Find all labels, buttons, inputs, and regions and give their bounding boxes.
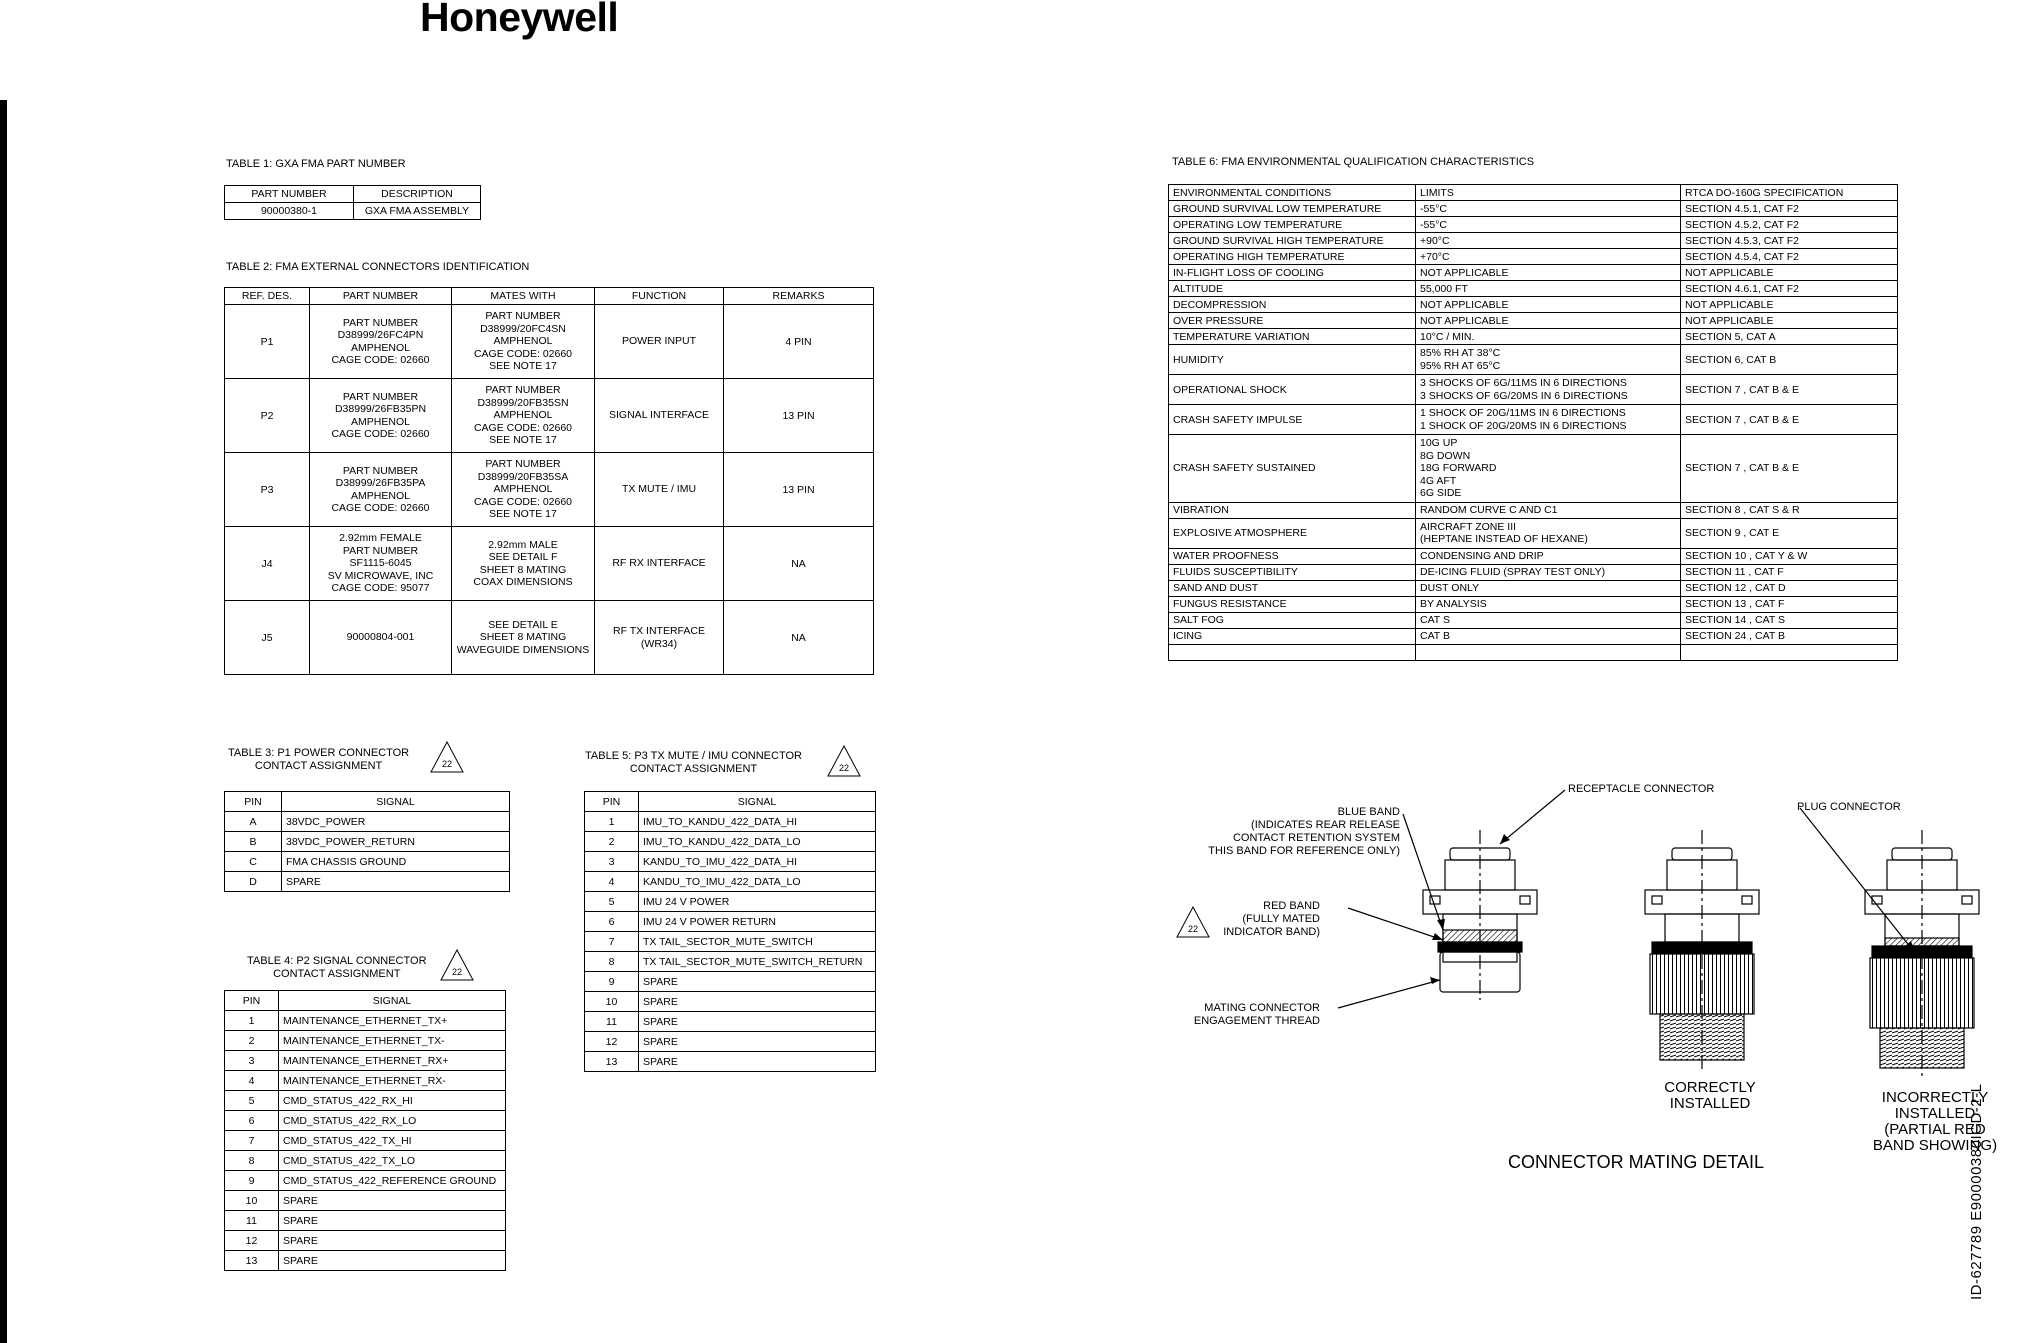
- table-cell: MAINTENANCE_ETHERNET_TX-: [279, 1031, 506, 1051]
- table-cell: 90000380-1: [225, 203, 354, 220]
- correctly-installed-label: CORRECTLY INSTALLED: [1664, 1079, 1756, 1112]
- table-cell: NOT APPLICABLE: [1416, 313, 1681, 329]
- table-cell: IMU 24 V POWER: [639, 892, 876, 912]
- table-cell: -55°C: [1416, 217, 1681, 233]
- table-cell: SALT FOG: [1169, 612, 1416, 628]
- table-cell: 10: [585, 992, 639, 1012]
- table-cell: SECTION 4.5.1, CAT F2: [1681, 201, 1898, 217]
- honeywell-logo: Honeywell: [420, 0, 619, 40]
- blue-band-label: BLUE BAND (INDICATES REAR RELEASE CONTACT RETENTION SYSTEM THIS BAND FOR REFERENCE ONLY): [1208, 806, 1400, 857]
- table-row: [1169, 217, 1898, 233]
- table-cell: [1416, 644, 1681, 660]
- column-header: PIN: [585, 792, 639, 812]
- table-row: [225, 812, 510, 832]
- table-row: [1169, 297, 1898, 313]
- table-row: [1169, 435, 1898, 503]
- table-cell: SECTION 6, CAT B: [1681, 345, 1898, 375]
- table-cell: ALTITUDE: [1169, 281, 1416, 297]
- table-cell: NOT APPLICABLE: [1681, 265, 1898, 281]
- table-row: [225, 453, 874, 527]
- column-header: PIN: [225, 792, 282, 812]
- table-cell: +90°C: [1416, 233, 1681, 249]
- table-header-row: [225, 288, 874, 305]
- table-cell: PART NUMBER D38999/20FB35SN AMPHENOL CAGE CODE: 02660 SEE NOTE 17: [452, 379, 595, 453]
- table2: [224, 287, 874, 675]
- table-row: [225, 1151, 506, 1171]
- table-cell: TX MUTE / IMU: [595, 453, 724, 527]
- table-row: [1169, 518, 1898, 548]
- table-cell: 10G UP 8G DOWN 18G FORWARD 4G AFT 6G SIDE: [1416, 435, 1681, 503]
- table-cell: IMU 24 V POWER RETURN: [639, 912, 876, 932]
- table-header-row: [225, 186, 481, 203]
- table-cell: SPARE: [279, 1231, 506, 1251]
- table-cell: SAND AND DUST: [1169, 580, 1416, 596]
- table-row: [1169, 329, 1898, 345]
- table-cell: 13 PIN: [724, 379, 874, 453]
- table-cell: SECTION 7 , CAT B & E: [1681, 375, 1898, 405]
- table-row: [225, 527, 874, 601]
- table-row: [225, 1111, 506, 1131]
- table-row: [1169, 548, 1898, 564]
- table-cell: CMD_STATUS_422_RX_HI: [279, 1091, 506, 1111]
- table-cell: RF TX INTERFACE (WR34): [595, 601, 724, 675]
- column-header: SIGNAL: [279, 991, 506, 1011]
- table-cell: CMD_STATUS_422_REFERENCE GROUND: [279, 1171, 506, 1191]
- table-row: [1169, 281, 1898, 297]
- table-cell: 4: [585, 872, 639, 892]
- table-cell: CMD_STATUS_422_TX_HI: [279, 1131, 506, 1151]
- table-cell: DE-ICING FLUID (SPRAY TEST ONLY): [1416, 564, 1681, 580]
- table-cell: SECTION 14 , CAT S: [1681, 612, 1898, 628]
- table-cell: SPARE: [279, 1211, 506, 1231]
- table6-title: TABLE 6: FMA ENVIRONMENTAL QUALIFICATION CHARACTERISTICS: [1172, 156, 1535, 168]
- table-cell: OVER PRESSURE: [1169, 313, 1416, 329]
- table-row: [225, 305, 874, 379]
- table-cell: SECTION 12 , CAT D: [1681, 580, 1898, 596]
- receptacle-connector-label: RECEPTACLE CONNECTOR: [1568, 783, 1715, 795]
- table-row: [225, 1011, 506, 1031]
- table-cell: 38VDC_POWER_RETURN: [282, 832, 510, 852]
- table-row: [225, 852, 510, 872]
- table-row: [225, 1131, 506, 1151]
- table-row: [1169, 612, 1898, 628]
- table6: [1168, 184, 1898, 661]
- table-cell: GROUND SURVIVAL HIGH TEMPERATURE: [1169, 233, 1416, 249]
- table-cell: SECTION 24 , CAT B: [1681, 628, 1898, 644]
- table-cell: 6: [585, 912, 639, 932]
- table-cell: RANDOM CURVE C AND C1: [1416, 502, 1681, 518]
- table-row: [585, 1012, 876, 1032]
- table-row: [225, 1051, 506, 1071]
- table-row: [1169, 628, 1898, 644]
- table-cell: SECTION 4.5.4, CAT F2: [1681, 249, 1898, 265]
- table-cell: SEE DETAIL E SHEET 8 MATING WAVEGUIDE DIMENSIONS: [452, 601, 595, 675]
- table-cell: J4: [225, 527, 310, 601]
- table-cell: 12: [585, 1032, 639, 1052]
- table-cell: +70°C: [1416, 249, 1681, 265]
- table-row: [225, 1091, 506, 1111]
- table-cell: MAINTENANCE_ETHERNET_RX-: [279, 1071, 506, 1091]
- table-cell: POWER INPUT: [595, 305, 724, 379]
- table-row: [225, 1191, 506, 1211]
- table-cell: 13: [585, 1052, 639, 1072]
- table-row: [1169, 502, 1898, 518]
- table-cell: FUNGUS RESISTANCE: [1169, 596, 1416, 612]
- table-cell: SIGNAL INTERFACE: [595, 379, 724, 453]
- table-cell: SECTION 8 , CAT S & R: [1681, 502, 1898, 518]
- table-cell: 11: [585, 1012, 639, 1032]
- table-row: [225, 203, 481, 220]
- table-cell: 4: [225, 1071, 279, 1091]
- table-cell: 3: [225, 1051, 279, 1071]
- table-row: [585, 852, 876, 872]
- table2-title: TABLE 2: FMA EXTERNAL CONNECTORS IDENTIFICATION: [226, 261, 530, 273]
- table-row: [1169, 249, 1898, 265]
- table-cell: MAINTENANCE_ETHERNET_RX+: [279, 1051, 506, 1071]
- column-header: LIMITS: [1416, 185, 1681, 201]
- table-cell: SPARE: [639, 992, 876, 1012]
- table-cell: PART NUMBER D38999/20FC4SN AMPHENOL CAGE CODE: 02660 SEE NOTE 17: [452, 305, 595, 379]
- table-cell: 55,000 FT: [1416, 281, 1681, 297]
- table-cell: SPARE: [639, 1052, 876, 1072]
- table-row: [1169, 375, 1898, 405]
- column-header: PIN: [225, 991, 279, 1011]
- table-row: [585, 952, 876, 972]
- table-cell: 11: [225, 1211, 279, 1231]
- table-cell: 4 PIN: [724, 305, 874, 379]
- table-cell: 8: [585, 952, 639, 972]
- table-cell: 85% RH AT 38°C 95% RH AT 65°C: [1416, 345, 1681, 375]
- table-cell: SECTION 5, CAT A: [1681, 329, 1898, 345]
- table-cell: VIBRATION: [1169, 502, 1416, 518]
- table-row: [585, 812, 876, 832]
- table-cell: PART NUMBER D38999/26FC4PN AMPHENOL CAGE CODE: 02660: [310, 305, 452, 379]
- table-cell: 13: [225, 1251, 279, 1271]
- table-cell: HUMIDITY: [1169, 345, 1416, 375]
- table-cell: NOT APPLICABLE: [1681, 297, 1898, 313]
- table-cell: J5: [225, 601, 310, 675]
- table-row: [225, 601, 874, 675]
- table-cell: KANDU_TO_IMU_422_DATA_LO: [639, 872, 876, 892]
- table-row: [585, 932, 876, 952]
- table-cell: SPARE: [639, 1012, 876, 1032]
- table-row: [585, 972, 876, 992]
- table-cell: PART NUMBER D38999/20FB35SA AMPHENOL CAGE CODE: 02660 SEE NOTE 17: [452, 453, 595, 527]
- table-cell: SECTION 7 , CAT B & E: [1681, 435, 1898, 503]
- table-cell: IMU_TO_KANDU_422_DATA_LO: [639, 832, 876, 852]
- table-cell: DUST ONLY: [1416, 580, 1681, 596]
- table3-title: TABLE 3: P1 POWER CONNECTOR CONTACT ASSIGNMENT: [228, 747, 410, 772]
- table-cell: 7: [225, 1131, 279, 1151]
- table-cell: SPARE: [639, 1032, 876, 1052]
- table-cell: NOT APPLICABLE: [1681, 313, 1898, 329]
- table-cell: SECTION 4.5.2, CAT F2: [1681, 217, 1898, 233]
- table-cell: SPARE: [639, 972, 876, 992]
- table-cell: TEMPERATURE VARIATION: [1169, 329, 1416, 345]
- table-cell: DECOMPRESSION: [1169, 297, 1416, 313]
- table-row: [1169, 201, 1898, 217]
- table-cell: GROUND SURVIVAL LOW TEMPERATURE: [1169, 201, 1416, 217]
- table-row: [585, 1032, 876, 1052]
- connector-mating-detail-title: CONNECTOR MATING DETAIL: [1508, 1152, 1765, 1172]
- table-cell: P3: [225, 453, 310, 527]
- table-cell: CAT S: [1416, 612, 1681, 628]
- table-cell: P1: [225, 305, 310, 379]
- table-cell: NOT APPLICABLE: [1416, 265, 1681, 281]
- table-row: [1169, 596, 1898, 612]
- drawing-id: ID-627789 E90000380ICD-2-L: [1968, 1083, 1985, 1300]
- table-cell: CRASH SAFETY SUSTAINED: [1169, 435, 1416, 503]
- table-cell: 90000804-001: [310, 601, 452, 675]
- table-cell: 10°C / MIN.: [1416, 329, 1681, 345]
- column-header: DESCRIPTION: [354, 186, 481, 203]
- table-cell: SECTION 13 , CAT F: [1681, 596, 1898, 612]
- table-cell: CRASH SAFETY IMPULSE: [1169, 405, 1416, 435]
- table-cell: [1681, 644, 1898, 660]
- table-cell: AIRCRAFT ZONE III (HEPTANE INSTEAD OF HEXANE): [1416, 518, 1681, 548]
- table-row: [225, 1231, 506, 1251]
- table-cell: B: [225, 832, 282, 852]
- table-cell: 2.92mm FEMALE PART NUMBER SF1115-6045 SV MICROWAVE, INC CAGE CODE: 95077: [310, 527, 452, 601]
- column-header: REF. DES.: [225, 288, 310, 305]
- table-cell: CMD_STATUS_422_TX_LO: [279, 1151, 506, 1171]
- table-cell: SECTION 4.6.1, CAT F2: [1681, 281, 1898, 297]
- table-cell: FLUIDS SUSCEPTIBILITY: [1169, 564, 1416, 580]
- table-cell: EXPLOSIVE ATMOSPHERE: [1169, 518, 1416, 548]
- table-cell: P2: [225, 379, 310, 453]
- table-cell: SECTION 11 , CAT F: [1681, 564, 1898, 580]
- column-header: RTCA DO-160G SPECIFICATION: [1681, 185, 1898, 201]
- table-cell: 12: [225, 1231, 279, 1251]
- table-row: [1169, 405, 1898, 435]
- table-cell: 2: [585, 832, 639, 852]
- thread-label: MATING CONNECTOR ENGAGEMENT THREAD: [1193, 1002, 1320, 1027]
- note-22-icon: 22: [440, 949, 474, 981]
- column-header: PART NUMBER: [225, 186, 354, 203]
- table-cell: CAT B: [1416, 628, 1681, 644]
- table-cell: NA: [724, 601, 874, 675]
- table-cell: NA: [724, 527, 874, 601]
- note-22-icon: 22: [430, 741, 464, 773]
- table-cell: SECTION 7 , CAT B & E: [1681, 405, 1898, 435]
- table-cell: A: [225, 812, 282, 832]
- table-cell: 1: [225, 1011, 279, 1031]
- table-header-row: [225, 991, 506, 1011]
- table-row: [1169, 265, 1898, 281]
- table-cell: FMA CHASSIS GROUND: [282, 852, 510, 872]
- table-row: [225, 379, 874, 453]
- table-cell: 9: [225, 1171, 279, 1191]
- table-row: [225, 1211, 506, 1231]
- table-cell: TX TAIL_SECTOR_MUTE_SWITCH_RETURN: [639, 952, 876, 972]
- table-cell: 13 PIN: [724, 453, 874, 527]
- table-cell: PART NUMBER D38999/26FB35PA AMPHENOL CAGE CODE: 02660: [310, 453, 452, 527]
- table-cell: 38VDC_POWER: [282, 812, 510, 832]
- table-cell: MAINTENANCE_ETHERNET_TX+: [279, 1011, 506, 1031]
- table-cell: 1: [585, 812, 639, 832]
- table-cell: TX TAIL_SECTOR_MUTE_SWITCH: [639, 932, 876, 952]
- table-cell: 6: [225, 1111, 279, 1131]
- table-row: [1169, 564, 1898, 580]
- table1-title: TABLE 1: GXA FMA PART NUMBER: [226, 158, 406, 170]
- table-cell: SECTION 4.5.3, CAT F2: [1681, 233, 1898, 249]
- table4-title: TABLE 4: P2 SIGNAL CONNECTOR CONTACT ASSIGNMENT: [247, 955, 427, 980]
- plug-connector-correct: [1645, 848, 1759, 1060]
- table-cell: OPERATIONAL SHOCK: [1169, 375, 1416, 405]
- table-cell: 1 SHOCK OF 20G/11MS IN 6 DIRECTIONS 1 SHOCK OF 20G/20MS IN 6 DIRECTIONS: [1416, 405, 1681, 435]
- column-header: FUNCTION: [595, 288, 724, 305]
- table-cell: SECTION 10 , CAT Y & W: [1681, 548, 1898, 564]
- table-cell: 10: [225, 1191, 279, 1211]
- table-cell: OPERATING HIGH TEMPERATURE: [1169, 249, 1416, 265]
- red-band-label: RED BAND (FULLY MATED INDICATOR BAND): [1223, 900, 1320, 938]
- table1: [224, 185, 481, 220]
- table-row: [585, 1052, 876, 1072]
- table-cell: 2.92mm MALE SEE DETAIL F SHEET 8 MATING COAX DIMENSIONS: [452, 527, 595, 601]
- table5-title: TABLE 5: P3 TX MUTE / IMU CONNECTOR CONTACT ASSIGNMENT: [585, 750, 802, 775]
- table-cell: -55°C: [1416, 201, 1681, 217]
- table-cell: KANDU_TO_IMU_422_DATA_HI: [639, 852, 876, 872]
- column-header: PART NUMBER: [310, 288, 452, 305]
- table-cell: SPARE: [279, 1191, 506, 1211]
- table-cell: 3 SHOCKS OF 6G/11MS IN 6 DIRECTIONS 3 SHOCKS OF 6G/20MS IN 6 DIRECTIONS: [1416, 375, 1681, 405]
- table-cell: NOT APPLICABLE: [1416, 297, 1681, 313]
- column-header: MATES WITH: [452, 288, 595, 305]
- table-row: [225, 872, 510, 892]
- table-cell: CONDENSING AND DRIP: [1416, 548, 1681, 564]
- table-row: [585, 892, 876, 912]
- table-cell: 9: [585, 972, 639, 992]
- table-cell: WATER PROOFNESS: [1169, 548, 1416, 564]
- table-cell: SPARE: [279, 1251, 506, 1271]
- table4: [224, 990, 506, 1271]
- table-cell: D: [225, 872, 282, 892]
- table-cell: IMU_TO_KANDU_422_DATA_HI: [639, 812, 876, 832]
- note-22-icon: 22: [1176, 906, 1210, 938]
- table-header-row: [225, 792, 510, 812]
- table-row: [1169, 313, 1898, 329]
- table-cell: ICING: [1169, 628, 1416, 644]
- table-cell: SECTION 9 , CAT E: [1681, 518, 1898, 548]
- table-row: [225, 1031, 506, 1051]
- table-cell: OPERATING LOW TEMPERATURE: [1169, 217, 1416, 233]
- table-cell: BY ANALYSIS: [1416, 596, 1681, 612]
- table-row: [225, 1071, 506, 1091]
- left-edge-bar: [0, 100, 7, 1343]
- table-row: [225, 1251, 506, 1271]
- table-cell: GXA FMA ASSEMBLY: [354, 203, 481, 220]
- table-row: [225, 1171, 506, 1191]
- table-cell: RF RX INTERFACE: [595, 527, 724, 601]
- column-header: SIGNAL: [639, 792, 876, 812]
- table-row: [1169, 233, 1898, 249]
- table-cell: 7: [585, 932, 639, 952]
- plug-connector-label: PLUG CONNECTOR: [1797, 801, 1901, 813]
- column-header: REMARKS: [724, 288, 874, 305]
- table-cell: SPARE: [282, 872, 510, 892]
- table-cell: IN-FLIGHT LOSS OF COOLING: [1169, 265, 1416, 281]
- table-cell: 2: [225, 1031, 279, 1051]
- column-header: SIGNAL: [282, 792, 510, 812]
- table-cell: [1169, 644, 1416, 660]
- table-cell: 3: [585, 852, 639, 872]
- table-row: [585, 832, 876, 852]
- table-row: [585, 992, 876, 1012]
- table-row: [585, 912, 876, 932]
- table-cell: PART NUMBER D38999/26FB35PN AMPHENOL CAGE CODE: 02660: [310, 379, 452, 453]
- note-22-icon: 22: [827, 745, 861, 777]
- incorrectly-installed-label: INCORRECTLY INSTALLED (PARTIAL RED BAND SHOWING): [1872, 1089, 1998, 1154]
- table-cell: 5: [225, 1091, 279, 1111]
- table-header-row: [585, 792, 876, 812]
- table-row: [585, 872, 876, 892]
- table3: [224, 791, 510, 892]
- table-row: [1169, 345, 1898, 375]
- table-cell: 5: [585, 892, 639, 912]
- table5: [584, 791, 876, 1072]
- column-header: ENVIRONMENTAL CONDITIONS: [1169, 185, 1416, 201]
- table-cell: 8: [225, 1151, 279, 1171]
- table-cell: C: [225, 852, 282, 872]
- table-row: [225, 832, 510, 852]
- table-row: [1169, 644, 1898, 660]
- table-header-row: [1169, 185, 1898, 201]
- table-cell: CMD_STATUS_422_RX_LO: [279, 1111, 506, 1131]
- table-row: [1169, 580, 1898, 596]
